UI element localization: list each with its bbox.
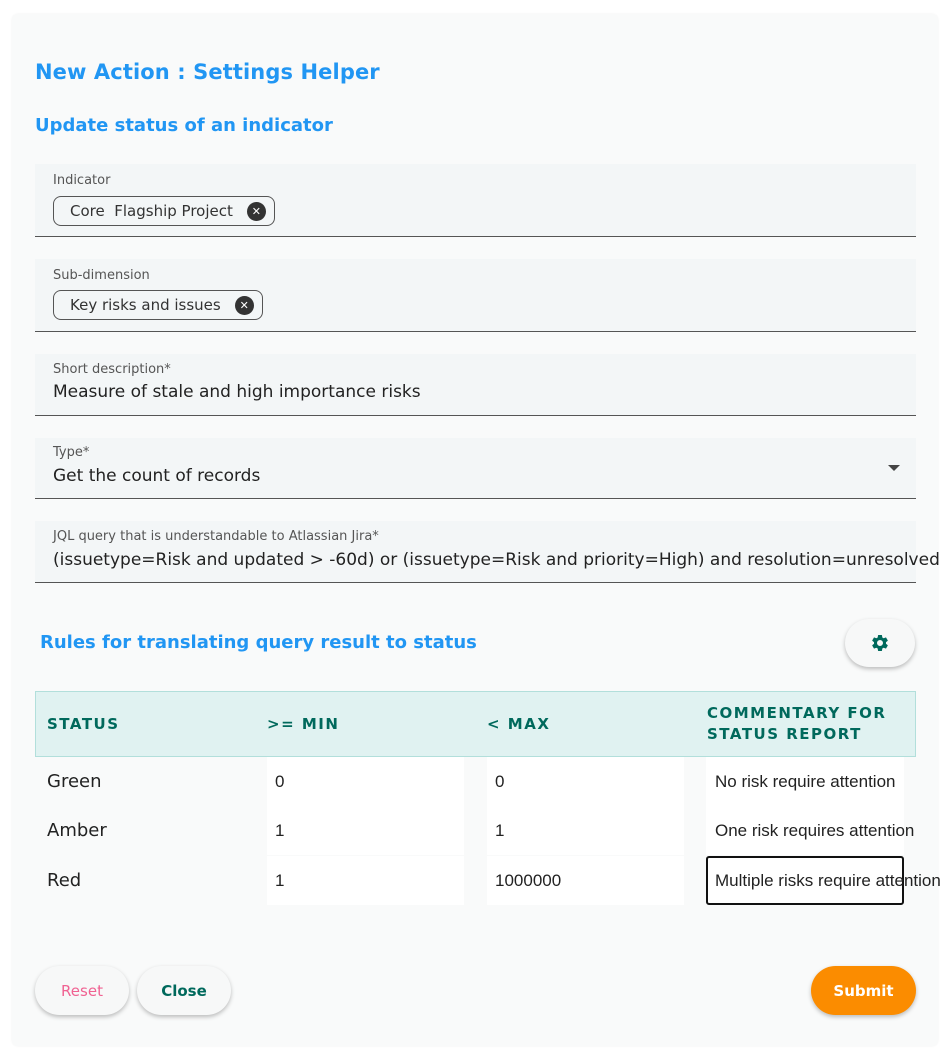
status-cell: Amber (47, 820, 107, 841)
close-button[interactable]: Close (137, 966, 231, 1015)
column-header-commentary: COMMENTARY FOR STATUS REPORT (707, 704, 887, 743)
submit-button[interactable]: Submit (811, 966, 916, 1015)
column-header-status: STATUS (47, 714, 120, 733)
sub-dimension-label: Sub-dimension (53, 268, 150, 283)
reset-button[interactable]: Reset (35, 966, 129, 1015)
jql-input[interactable]: (issuetype=Risk and updated > -60d) or (issuetype=Risk and priority=High) and resolution=unresolved (53, 550, 940, 570)
sub-dimension-chip-label: Key risks and issues (70, 296, 221, 314)
settings-helper-dialog (12, 14, 941, 1046)
sub-dimension-field[interactable] (35, 259, 916, 332)
jql-label: JQL query that is understandable to Atlassian Jira* (53, 529, 379, 544)
dialog-subtitle: Update status of an indicator (35, 115, 333, 136)
max-input[interactable]: 0 (487, 757, 684, 806)
status-cell: Green (47, 771, 102, 792)
short-description-label: Short description* (53, 362, 171, 377)
table-row (35, 757, 916, 806)
type-value: Get the count of records (53, 466, 261, 486)
sub-dimension-chip[interactable] (53, 290, 263, 320)
status-cell: Red (47, 870, 82, 891)
indicator-label: Indicator (53, 173, 111, 188)
min-input[interactable]: 0 (267, 757, 464, 806)
commentary-input[interactable]: Multiple risks require attention (706, 856, 904, 905)
type-label: Type* (53, 445, 90, 460)
max-input[interactable]: 1 (487, 806, 684, 855)
table-row (35, 856, 941, 905)
rules-title: Rules for translating query result to status (40, 632, 477, 653)
min-input[interactable]: 1 (267, 806, 464, 855)
remove-indicator-icon[interactable]: ✕ (247, 202, 266, 221)
short-description-input[interactable]: Measure of stale and high importance risks (53, 382, 421, 402)
min-input[interactable]: 1 (267, 856, 464, 905)
commentary-input[interactable]: No risk require attention (706, 757, 904, 806)
column-header-min: >= MIN (267, 714, 340, 733)
rules-settings-button[interactable] (845, 619, 915, 667)
gear-icon (870, 633, 890, 653)
table-header (35, 691, 916, 757)
max-input[interactable]: 1000000 (487, 856, 684, 905)
type-select[interactable] (35, 438, 916, 499)
indicator-field[interactable] (35, 164, 916, 237)
indicator-chip[interactable] (53, 196, 275, 226)
dialog-title: New Action : Settings Helper (35, 60, 380, 84)
short-description-field[interactable] (35, 354, 916, 416)
column-header-max: < MAX (487, 714, 551, 733)
rules-table (35, 691, 941, 905)
chevron-down-icon[interactable] (888, 465, 900, 471)
table-row (35, 806, 916, 855)
jql-field[interactable] (35, 521, 940, 583)
indicator-chip-label: Core Flagship Project (70, 202, 233, 220)
commentary-input[interactable]: One risk requires attention (706, 806, 904, 855)
remove-sub-dimension-icon[interactable]: ✕ (235, 296, 254, 315)
